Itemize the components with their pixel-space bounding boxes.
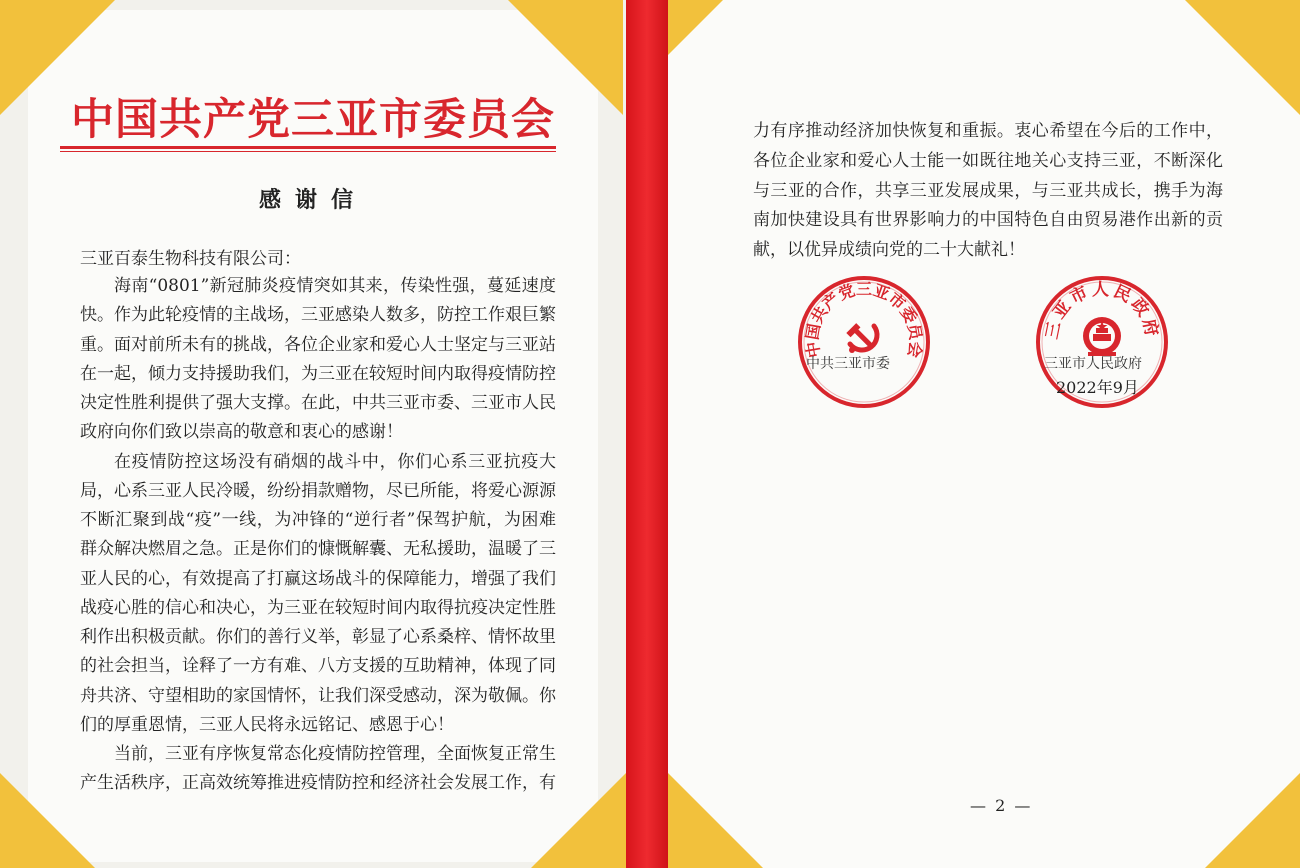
gold-corner-right-left-top xyxy=(668,0,723,55)
letterhead-title: 中国共产党三亚市委员会 xyxy=(71,95,555,145)
paragraph: 在疫情防控这场没有硝烟的战斗中，你们心系三亚抗疫大局，心系三亚人民冷暖，纷纷捐款赠物，尽已所能，将爱心源源不断汇聚到战“疫”一线，为冲锋的“逆行者”保驾护航，为困难群众解决燃眉之急。正是你们的慷慨解囊、无私援助，温暖了三亚人民的心，有效提高了打赢这场战斗的保障能力，增强了我们战疫心胜的信心和决心，为三亚在较短时间内取得抗疫决定性胜利作出积极贡献。你们的善行义举，彰显了心系桑梓、情怀故里的社会担当，诠释了一方有难、八方支援的互助精神，体现了同舟共济、守望相助的家国情怀，让我们深受感动，深为敬佩。你们的厚重恩情，三亚人民将永远铭记、感恩于心！ xyxy=(80,451,556,735)
letterhead-rule xyxy=(60,146,556,149)
letterhead-rule-thin xyxy=(60,151,556,152)
signature-date: 2022年9月 xyxy=(1056,378,1139,397)
salutation: 三亚百泰生物科技有限公司： xyxy=(80,249,301,269)
hammer-sickle-icon xyxy=(846,323,877,353)
red-ribbon xyxy=(626,0,668,868)
paragraph: 海南“0801”新冠肺炎疫情突如其来，传染性强，蔓延速度快。作为此轮疫情的主战场，三亚感染人数多，防控工作艰巨繁重。面对前所未有的挑战，各位企业家和爱心人士坚定与三亚站在一起，倾力支持援助我们，为三亚在较短时间内取得疫情防控决定性胜利提供了强大支撑。在此，中共三亚市委、三亚市人民政府向你们致以崇高的敬意和衷心的感谢！ xyxy=(80,276,556,443)
letter-body-right: 力有序推动经济加快恢复和重振。衷心希望在今后的工作中，各位企业家和爱心人士能一如既往地关心支持三亚，不断深化与三亚的合作，共享三亚发展成果，与三亚共成长，携手为海南加快建设具有世界影响力的中国特色自由贸易港作出新的贡献，以优异成绩向党的二十大献礼！ xyxy=(753,121,1223,261)
svg-text:中国共产党三亚市委员会 xyxy=(803,280,926,360)
letter-title: 感谢信 xyxy=(258,187,367,213)
letter-body-left xyxy=(80,272,556,799)
gov-seal-ring-text: 三亚市人民政府 xyxy=(1042,279,1162,341)
page-number: — 2 — xyxy=(970,796,1033,815)
gold-corner-right-bottom xyxy=(1205,773,1300,868)
gov-seal-caption: 三亚市人民政府 xyxy=(1044,356,1142,372)
paragraph: 当前，三亚有序恢复常态化疫情防控管理，全面恢复正常生产生活秩序，正高效统筹推进疫情防控和经济社会发展工作，有 xyxy=(80,744,556,794)
gold-corner-right-top xyxy=(1185,0,1300,115)
party-committee-seal xyxy=(796,274,932,410)
gold-corner-right-left-bottom xyxy=(668,773,763,868)
national-emblem-icon xyxy=(1083,317,1121,356)
party-seal-caption: 中共三亚市委 xyxy=(806,356,890,372)
party-seal-ring-text: 中国共产党三亚市委员会 xyxy=(802,279,926,360)
